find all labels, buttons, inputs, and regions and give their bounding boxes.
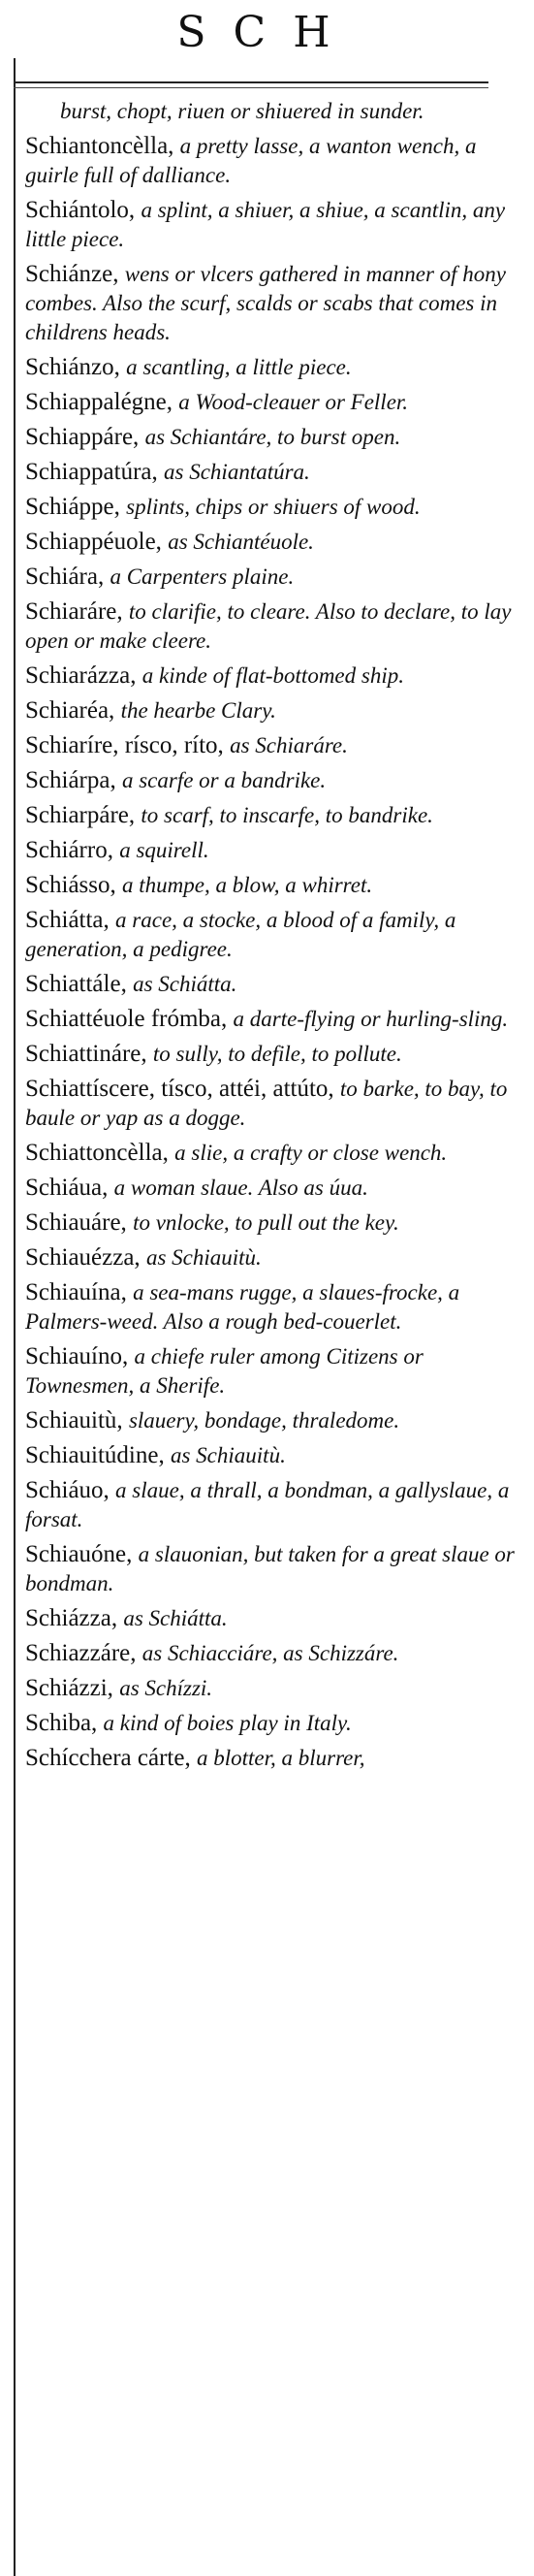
dictionary-entry (25, 1674, 515, 1703)
entry-headword: Schiappalégne, (25, 389, 179, 415)
entry-headword: Schiattále, (25, 971, 134, 997)
entry-definition: splints, chips or shiuers of wood. (126, 495, 421, 519)
entry-headword: Schiarpáre, (25, 802, 141, 828)
entry-definition: a kind of boies play in Italy. (103, 1711, 352, 1735)
dictionary-entry (25, 97, 515, 126)
entry-headword: Schiattíscere, tísco, attéi, attúto, (25, 1076, 340, 1102)
dictionary-entry (25, 906, 515, 964)
entry-definition: as Schiátta. (133, 972, 237, 996)
entry-headword: Schiánzo, (25, 354, 127, 380)
dictionary-entry (25, 563, 515, 592)
entry-definition: to barke, to bay, to baule or yap as a dogge. (25, 1077, 508, 1130)
dictionary-entry (25, 353, 515, 382)
entry-headword: Schiaréa, (25, 697, 121, 724)
dictionary-entry (25, 696, 515, 725)
dictionary-entry (25, 1540, 515, 1598)
entry-definition: a pretty lasse, a wanton wench, a guirle full of dalliance. (25, 134, 477, 187)
entry-definition: a chiefe ruler among Citizens or Townesmen, a Sherife. (25, 1344, 424, 1398)
entry-definition: as Schiantáre, to burst open. (144, 425, 401, 449)
dictionary-entry (25, 132, 515, 190)
dictionary-entry (25, 970, 515, 999)
entry-definition: slauery, bondage, thraledome. (128, 1408, 400, 1433)
dictionary-entry (25, 661, 515, 691)
entry-definition: to clarifie, to cleare. Also to declare, to lay open or make cleere. (25, 599, 512, 653)
header-rule-thin (14, 87, 488, 88)
entry-definition: wens or vlcers gathered in manner of hony combes. Also the scurf, scalds or scabs that comes in childrens heads. (25, 262, 507, 344)
entry-headword: Schiauitúdine, (25, 1442, 171, 1468)
entry-headword: Schiauézza, (25, 1244, 146, 1271)
entry-headword: Schiaríre, rísco, ríto, (25, 732, 231, 758)
entry-definition: as Schiacciáre, as Schizzáre. (141, 1641, 399, 1665)
dictionary-entry (25, 260, 515, 347)
entry-definition: as Schízzi. (119, 1676, 213, 1700)
dictionary-entry (25, 871, 515, 900)
entry-headword: Schiáuo, (25, 1477, 116, 1503)
entry-headword: Schiappáre, (25, 424, 145, 450)
entry-headword: Schiárpa, (25, 767, 122, 793)
dictionary-entry (25, 731, 515, 760)
entry-headword: Schiappatúra, (25, 459, 165, 485)
dictionary-entry (25, 1040, 515, 1069)
entry-headword: Schiánze, (25, 261, 125, 287)
entry-headword: Schiauitù, (25, 1407, 129, 1433)
entry-headword: Schiazzáre, (25, 1640, 142, 1666)
entry-headword: Schiattoncèlla, (25, 1140, 175, 1166)
entry-headword: Schiáua, (25, 1175, 114, 1201)
dictionary-entry (25, 1604, 515, 1633)
entry-definition: burst, chopt, riuen or shiuered in sunder. (60, 99, 424, 123)
entry-definition: a scantling, a little piece. (126, 355, 352, 379)
entry-headword: Schiázzi, (25, 1675, 120, 1701)
entry-definition: to sully, to defile, to pollute. (152, 1042, 402, 1066)
dictionary-entry (25, 766, 515, 795)
dictionary-entry (25, 597, 515, 656)
dictionary-entry (25, 1139, 515, 1168)
dictionary-entry (25, 1174, 515, 1203)
entry-headword: Schiauína, (25, 1279, 134, 1305)
entry-definition: a Wood-cleauer or Feller. (178, 390, 409, 414)
entry-headword: Schiauáre, (25, 1209, 134, 1236)
dictionary-entry (25, 423, 515, 452)
dictionary-entry (25, 1208, 515, 1238)
dictionary-entry (25, 458, 515, 487)
dictionary-entry (25, 493, 515, 522)
dictionary-entry (25, 1406, 515, 1435)
entry-definition: as Schiátta. (123, 1606, 228, 1630)
dictionary-entry (25, 1243, 515, 1272)
dictionary-entry (25, 1278, 515, 1336)
entry-definition: a splint, a shiuer, a shiue, a scantlin, any little piece. (25, 198, 506, 251)
entry-definition: to scarf, to inscarfe, to bandrike. (141, 803, 433, 827)
entry-definition: as Schiantéuole. (168, 530, 314, 554)
entry-headword: Schiarázza, (25, 662, 142, 689)
entry-headword: Schiauíno, (25, 1343, 135, 1369)
dictionary-entry (25, 801, 515, 830)
entry-definition: a Carpenters plaine. (110, 564, 295, 589)
dictionary-entry (25, 1476, 515, 1534)
entry-definition: a blotter, a blurrer, (196, 1746, 365, 1770)
entry-definition: a squirell. (119, 838, 209, 862)
dictionary-entry (25, 1639, 515, 1668)
entry-headword: Schiásso, (25, 872, 122, 898)
entry-definition: a race, a stocke, a blood of a family, a generation, a pedigree. (25, 908, 456, 961)
entry-definition: to vnlocke, to pull out the key. (133, 1210, 399, 1235)
entry-headword: Schiára, (25, 564, 110, 590)
entry-headword: Schiauóne, (25, 1541, 139, 1567)
dictionary-entry (25, 1744, 515, 1773)
entry-definition: as Schiantatúra. (164, 460, 310, 484)
entry-definition: a sea-mans rugge, a slaues-frocke, a Palmers-weed. Also a rough bed-couerlet. (25, 1280, 460, 1334)
entry-definition: a kinde of flat-bottomed ship. (141, 663, 404, 688)
entry-list (25, 97, 515, 1779)
entry-headword: Schiattéuole frómba, (25, 1006, 234, 1032)
entry-headword: Schiázza, (25, 1605, 124, 1631)
entry-headword: Schiattináre, (25, 1041, 153, 1067)
dictionary-entry (25, 1709, 515, 1738)
dictionary-entry (25, 1075, 515, 1133)
entry-definition: as Schiaráre. (230, 733, 348, 757)
entry-definition: a thumpe, a blow, a whirret. (122, 873, 373, 897)
entry-headword: Schiantoncèlla, (25, 133, 180, 159)
dictionary-entry (25, 528, 515, 557)
entry-headword: Schiántolo, (25, 197, 141, 223)
entry-headword: Schiárro, (25, 837, 120, 863)
entry-definition: a darte-flying or hurling-sling. (233, 1007, 509, 1031)
entry-definition: a slaue, a thrall, a bondman, a gallyslaue, a forsat. (25, 1478, 510, 1531)
entry-headword: Schiáppe, (25, 494, 127, 520)
dictionary-entry (25, 388, 515, 417)
page-header: SCH (176, 8, 358, 57)
entry-headword: Schiaráre, (25, 598, 129, 625)
entry-definition: as Schiauitù. (145, 1245, 262, 1270)
dictionary-entry (25, 836, 515, 865)
entry-definition: a slauonian, but taken for a great slaue or bondman. (25, 1542, 515, 1595)
entry-definition: as Schiauitù. (170, 1443, 286, 1467)
header-rule (14, 81, 488, 83)
left-margin-rule (14, 58, 16, 2576)
entry-headword: Schícchera cárte, (25, 1745, 197, 1771)
entry-definition: a woman slaue. Also as úua. (113, 1175, 368, 1200)
dictionary-entry (25, 1005, 515, 1034)
dictionary-entry (25, 1441, 515, 1470)
entry-headword: Schiappéuole, (25, 529, 169, 555)
entry-definition: a scarfe or a bandrike. (121, 768, 327, 792)
entry-headword: Schiátta, (25, 907, 116, 933)
dictionary-entry (25, 1342, 515, 1401)
dictionary-entry (25, 196, 515, 254)
entry-definition: a slie, a crafty or close wench. (174, 1141, 448, 1165)
entry-headword: Schiba, (25, 1710, 104, 1736)
entry-definition: the hearbe Clary. (120, 698, 276, 723)
